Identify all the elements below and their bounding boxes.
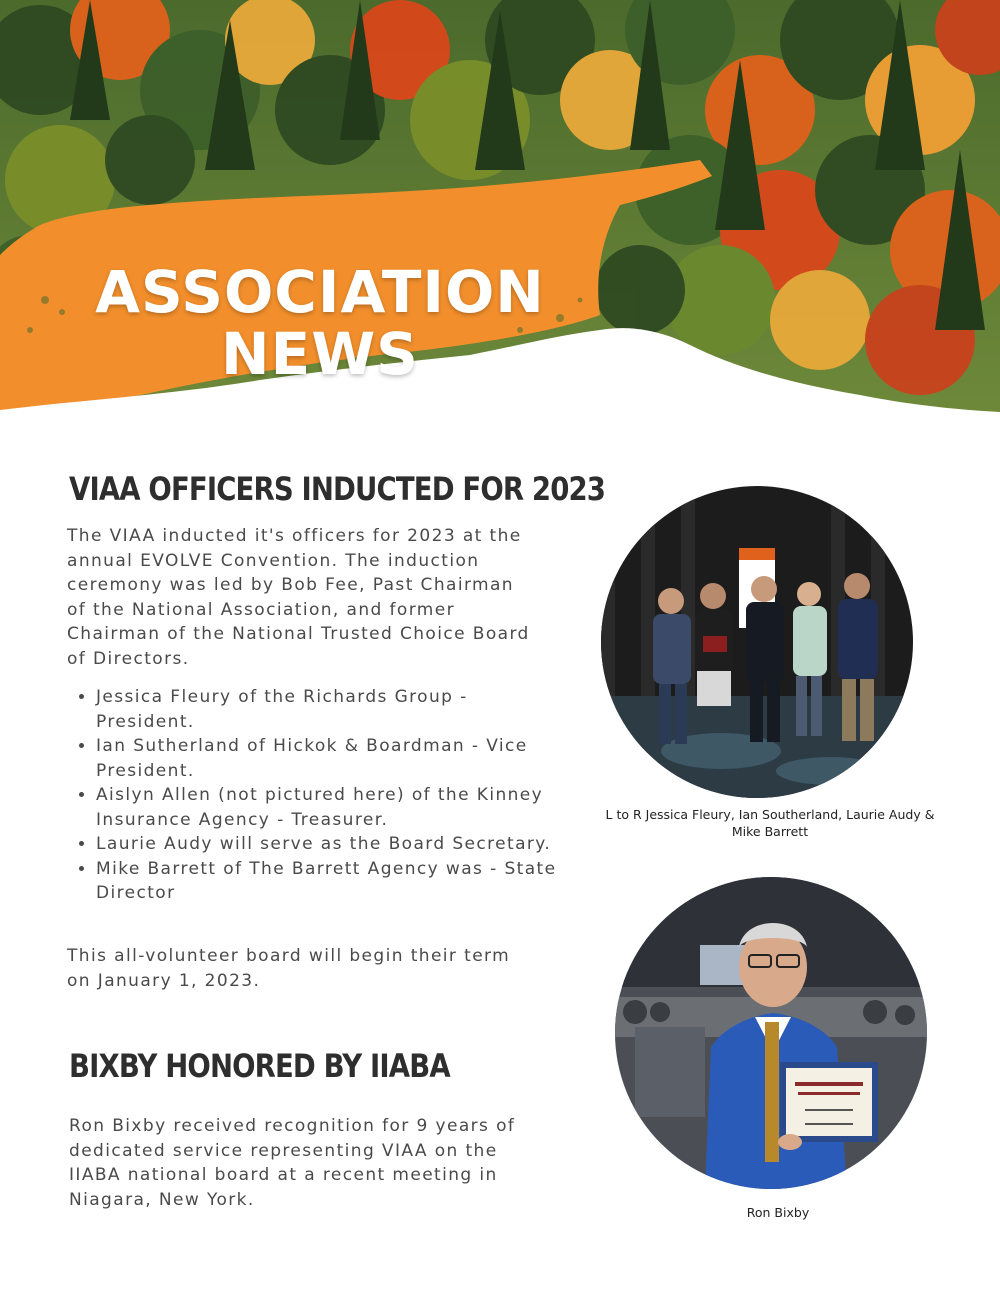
list-item: • Mike Barrett of The Barrett Agency was - State Director — [96, 857, 566, 906]
ron-bixby-photo — [615, 877, 927, 1189]
article2-body: Ron Bixby received recognition for 9 years of dedicated service representing VIAA on the IIABA national board at a recent meeting in Niagara, New York. — [69, 1116, 516, 1210]
page-title — [60, 257, 580, 388]
officer-list — [67, 685, 566, 906]
hero-banner — [0, 0, 1000, 430]
list-item: • Ian Sutherland of Hickok & Boardman - Vice President. — [96, 734, 566, 783]
list-item: • Laurie Audy will serve as the Board Secretary. — [96, 832, 566, 857]
title-line-2: NEWS — [221, 319, 419, 388]
list-item: • Jessica Fleury of the Richards Group - President. — [96, 685, 566, 734]
article1-heading: VIAA OFFICERS INDUCTED FOR 2023 — [69, 470, 606, 508]
article1-intro: The VIAA inducted it's officers for 2023 at the annual EVOLVE Convention. The induction ceremony was led by Bob Fee, Past Chairman of the National Association, and former Chairman of the National Trusted Choice Board of Directors. — [67, 526, 530, 669]
article2-heading: BIXBY HONORED BY IIABA — [69, 1047, 450, 1085]
title-line-1: ASSOCIATION — [95, 257, 545, 326]
photo2-caption: Ron Bixby — [746, 1205, 810, 1220]
article1-closing: This all-volunteer board will begin their term on January 1, 2023. — [67, 946, 511, 991]
list-item: • Aislyn Allen (not pictured here) of the Kinney Insurance Agency - Treasurer. — [96, 783, 566, 832]
photo1-caption: L to R Jessica Fleury, Ian Southerland, Laurie Audy & Mike Barrett — [605, 807, 935, 839]
officers-group-photo — [601, 486, 913, 798]
